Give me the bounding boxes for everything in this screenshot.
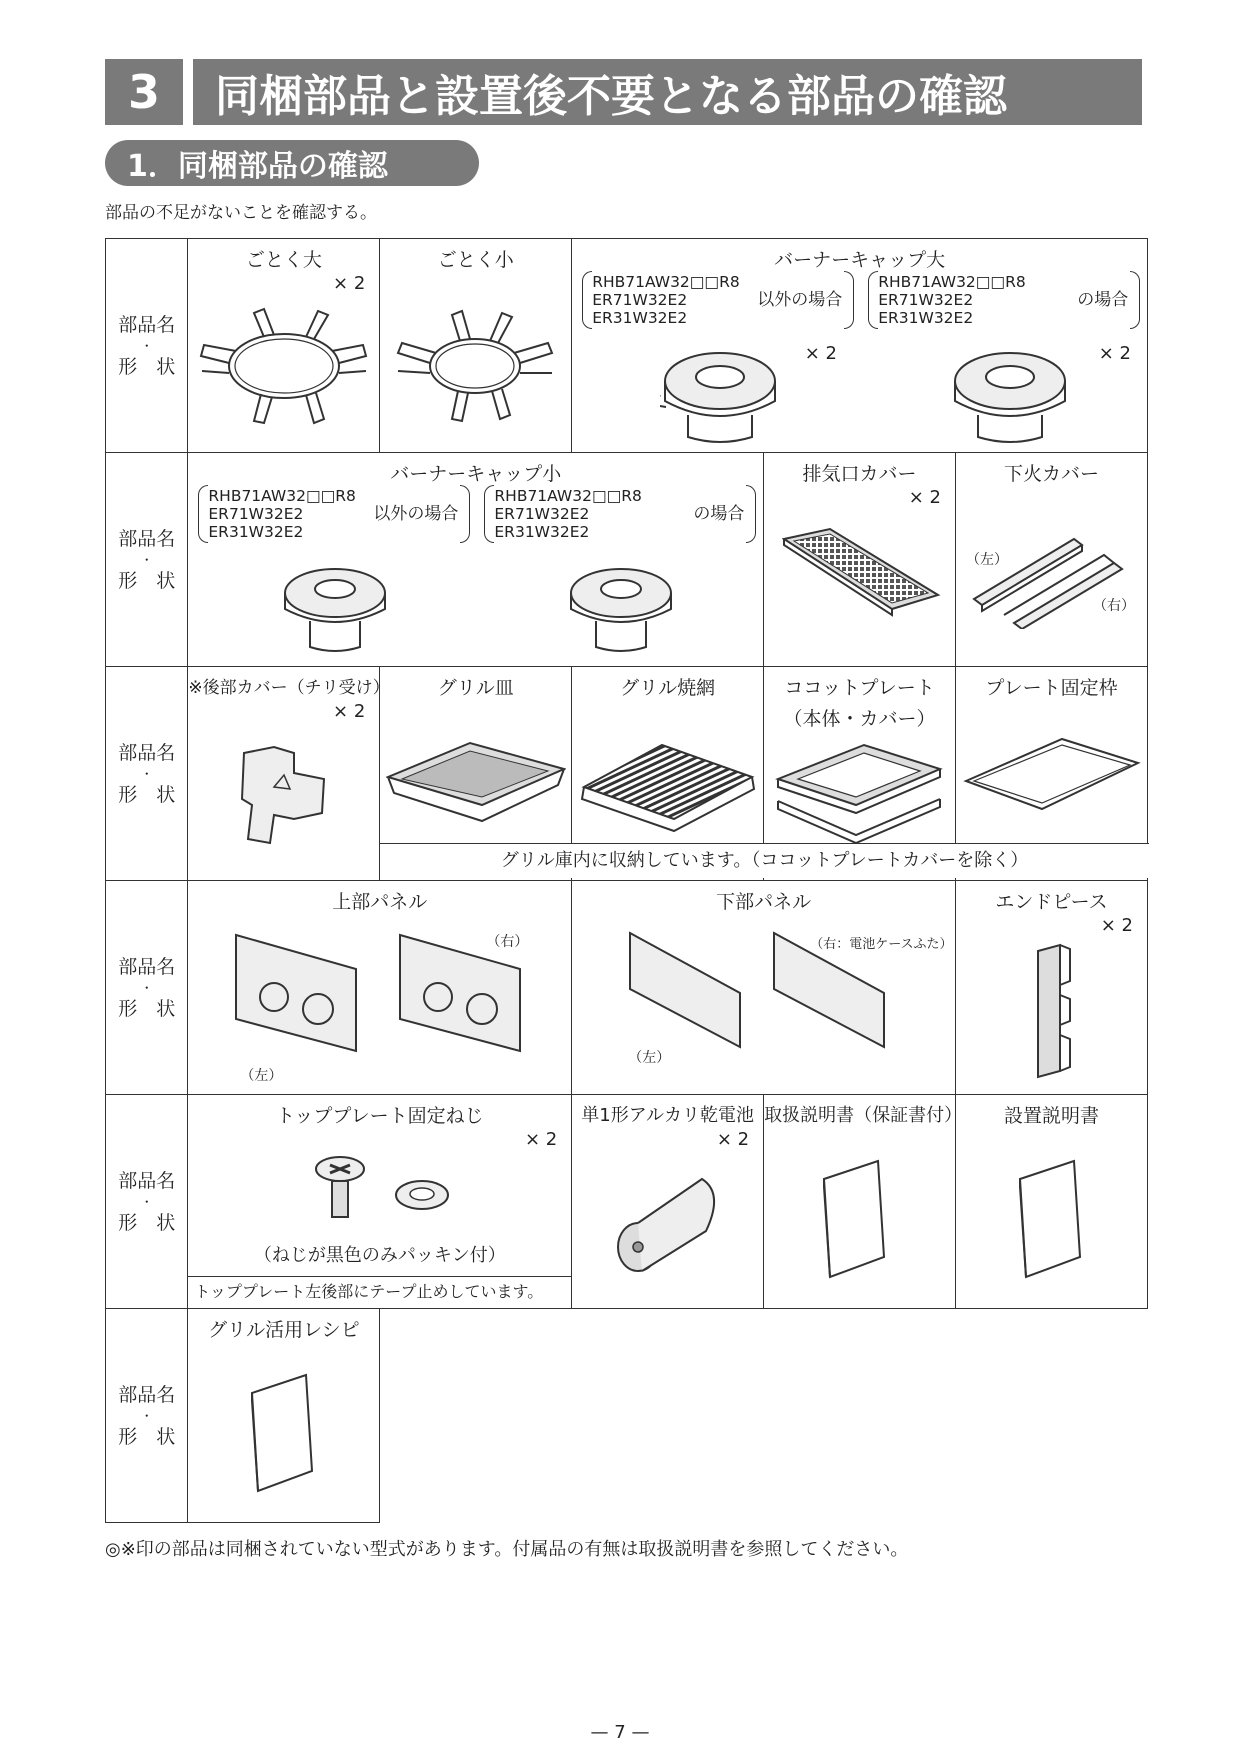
part-name: 単1形アルカリ乾電池 <box>581 1105 755 1126</box>
part-rear-cover <box>188 667 390 881</box>
row-header-label: 部品名 <box>118 527 176 550</box>
model-line: RHB71AW32□□R8 <box>878 273 1026 291</box>
page-number: — 7 — <box>590 1722 650 1743</box>
row-header-shape: 形 状 <box>118 355 176 378</box>
row-header <box>106 453 188 667</box>
row-header-shape: 形 状 <box>118 1425 176 1448</box>
part-qty: × 2 <box>1098 343 1131 364</box>
row-header-label: 部品名 <box>118 313 176 336</box>
burner-cap-large-icon <box>660 345 780 445</box>
part-screw <box>188 1095 572 1309</box>
row-header-dot: ・ <box>140 1408 153 1423</box>
model-line: ER31W32E2 <box>208 523 304 541</box>
table-row <box>106 1095 1148 1309</box>
part-gotoku-sho <box>380 239 572 453</box>
model-list-a <box>592 273 842 327</box>
row-header-label: 部品名 <box>118 955 176 978</box>
row-header-dot: ・ <box>140 980 153 995</box>
model-line: ER31W32E2 <box>592 309 688 327</box>
part-qty: × 2 <box>1100 915 1133 936</box>
part-name: グリル活用レシピ <box>208 1319 360 1341</box>
part-name: ココットプレート <box>784 677 935 699</box>
trivet-small-icon <box>390 301 560 431</box>
cocotte-plate-icon <box>774 739 944 849</box>
table-row <box>106 881 1148 1095</box>
label-left: （左） <box>628 1050 671 1066</box>
lower-panel-left-icon <box>628 931 744 1051</box>
empty-cell <box>380 1309 1148 1523</box>
row-header <box>106 667 188 881</box>
grill-pan-icon <box>386 729 566 839</box>
part-upper-panel <box>188 881 572 1095</box>
model-line: ER71W32E2 <box>878 291 974 309</box>
part-name: 下部パネル <box>716 891 812 913</box>
label-left: （左） <box>966 552 1009 568</box>
model-line: ER71W32E2 <box>208 505 304 523</box>
part-name: グリル皿 <box>437 677 514 699</box>
part-name: 排気口カバー <box>802 463 917 485</box>
parts-table <box>105 238 1148 1523</box>
part-name: プレート固定枠 <box>985 677 1118 699</box>
part-gotoku-dai <box>188 239 380 453</box>
part-name: ごとく小 <box>437 249 514 271</box>
part-name: エンドピース <box>995 891 1108 913</box>
part-burner-cap-dai <box>572 239 1148 453</box>
section-number: 3 <box>105 59 183 125</box>
model-line: ER31W32E2 <box>878 309 974 327</box>
part-qty: × 2 <box>333 701 366 722</box>
model-line: ER31W32E2 <box>494 523 590 541</box>
part-lower-panel <box>572 881 956 1095</box>
part-manual <box>764 1095 963 1309</box>
part-lower-fire-cover <box>956 453 1148 667</box>
intro-text: 部品の不足がないことを確認する。 <box>105 203 377 223</box>
subsection-title: 1．同梱部品の確認 <box>105 140 479 186</box>
part-sub-name: （本体・カバー） <box>783 708 936 730</box>
model-line: ER71W32E2 <box>494 505 590 523</box>
table-row <box>106 453 1148 667</box>
burner-cap-small-icon <box>280 559 390 655</box>
part-qty: × 2 <box>333 273 366 294</box>
burner-cap-large-icon <box>950 345 1070 445</box>
model-list-b <box>494 487 744 541</box>
burner-cap-small-icon <box>566 559 676 655</box>
row-header <box>106 1309 188 1523</box>
end-piece-icon <box>1028 941 1078 1081</box>
part-name: トッププレート固定ねじ <box>275 1105 484 1127</box>
part-install-manual <box>956 1095 1148 1309</box>
battery-icon <box>610 1169 730 1279</box>
row-header <box>106 881 188 1095</box>
lower-fire-cover-icon <box>964 519 1134 629</box>
row-header <box>106 1095 188 1309</box>
row-header-dot: ・ <box>140 1194 153 1209</box>
row-header-shape: 形 状 <box>118 783 176 806</box>
lower-panel-right-icon <box>772 931 888 1051</box>
row-header-label: 部品名 <box>118 1169 176 1192</box>
plate-frame-icon <box>962 729 1142 829</box>
model-suffix: の場合 <box>693 504 745 524</box>
row-header-shape: 形 状 <box>118 569 176 592</box>
model-suffix: 以外の場合 <box>373 504 459 524</box>
book-icon <box>1016 1157 1086 1281</box>
part-name: 取扱説明書（保証書付） <box>764 1105 963 1126</box>
upper-panel-right-icon <box>398 933 528 1053</box>
model-list-b <box>878 273 1128 327</box>
row-header-shape: 形 状 <box>118 1211 176 1234</box>
label-right: （右） <box>486 934 529 950</box>
part-name: 上部パネル <box>332 891 428 913</box>
label-right: （右：電池ケースふた） <box>810 937 953 952</box>
part-recipe <box>188 1309 380 1523</box>
washer-icon <box>392 1175 452 1215</box>
row-header-dot: ・ <box>140 338 153 353</box>
trivet-large-icon <box>196 301 371 431</box>
part-qty: × 2 <box>524 1129 558 1150</box>
part-qty: × 2 <box>908 487 942 508</box>
part-name: グリル焼網 <box>620 677 716 699</box>
model-line: RHB71AW32□□R8 <box>208 487 356 505</box>
part-name: バーナーキャップ大 <box>774 249 946 271</box>
footnote: ◎※印の部品は同梱されていない型式があります。付属品の有無は取扱説明書を参照してください。 <box>105 1539 909 1560</box>
book-icon <box>820 1157 890 1281</box>
row-header-dot: ・ <box>140 766 153 781</box>
model-line: RHB71AW32□□R8 <box>494 487 642 505</box>
part-battery <box>572 1095 764 1309</box>
model-suffix: の場合 <box>1077 290 1129 310</box>
part-end-piece <box>956 881 1148 1095</box>
model-line: RHB71AW32□□R8 <box>592 273 740 291</box>
part-burner-cap-sho <box>188 453 764 667</box>
label-left: （左） <box>240 1068 283 1084</box>
row-header-label: 部品名 <box>118 1383 176 1406</box>
section-title: 同梱部品と設置後不要となる部品の確認 <box>193 59 1142 125</box>
section-header <box>105 59 1142 125</box>
part-name: ごとく大 <box>245 249 322 271</box>
row-header-shape: 形 状 <box>118 997 176 1020</box>
table-row <box>106 239 1148 453</box>
model-list-a <box>208 487 458 541</box>
rear-cover-icon <box>234 743 334 853</box>
part-name: 下火カバー <box>1004 463 1100 485</box>
part-qty: × 2 <box>716 1129 750 1150</box>
part-name: バーナーキャップ小 <box>390 463 562 485</box>
row-header-label: 部品名 <box>118 741 176 764</box>
part-note: （ねじが黒色のみパッキン付） <box>253 1245 506 1266</box>
model-suffix: 以外の場合 <box>757 290 843 310</box>
label-right: （右） <box>1093 598 1135 614</box>
part-exhaust-cover <box>764 453 956 667</box>
part-name: 設置説明書 <box>1004 1105 1100 1127</box>
row-header-dot: ・ <box>140 552 153 567</box>
table-row <box>106 1309 1148 1523</box>
grill-net-icon <box>578 725 758 841</box>
tape-note: トッププレート左後部にテープ止めしています。 <box>188 1276 571 1308</box>
part-qty: × 2 <box>804 343 837 364</box>
storage-note: グリル庫内に収納しています。（ココットプレートカバーを除く） <box>379 843 1149 878</box>
row-header <box>106 239 188 453</box>
part-name: ※後部カバー（チリ受け） <box>188 678 390 698</box>
screw-icon <box>312 1151 372 1223</box>
book-icon <box>248 1371 318 1495</box>
upper-panel-left-icon <box>234 933 364 1053</box>
model-line: ER71W32E2 <box>592 291 688 309</box>
exhaust-cover-icon <box>782 525 942 625</box>
